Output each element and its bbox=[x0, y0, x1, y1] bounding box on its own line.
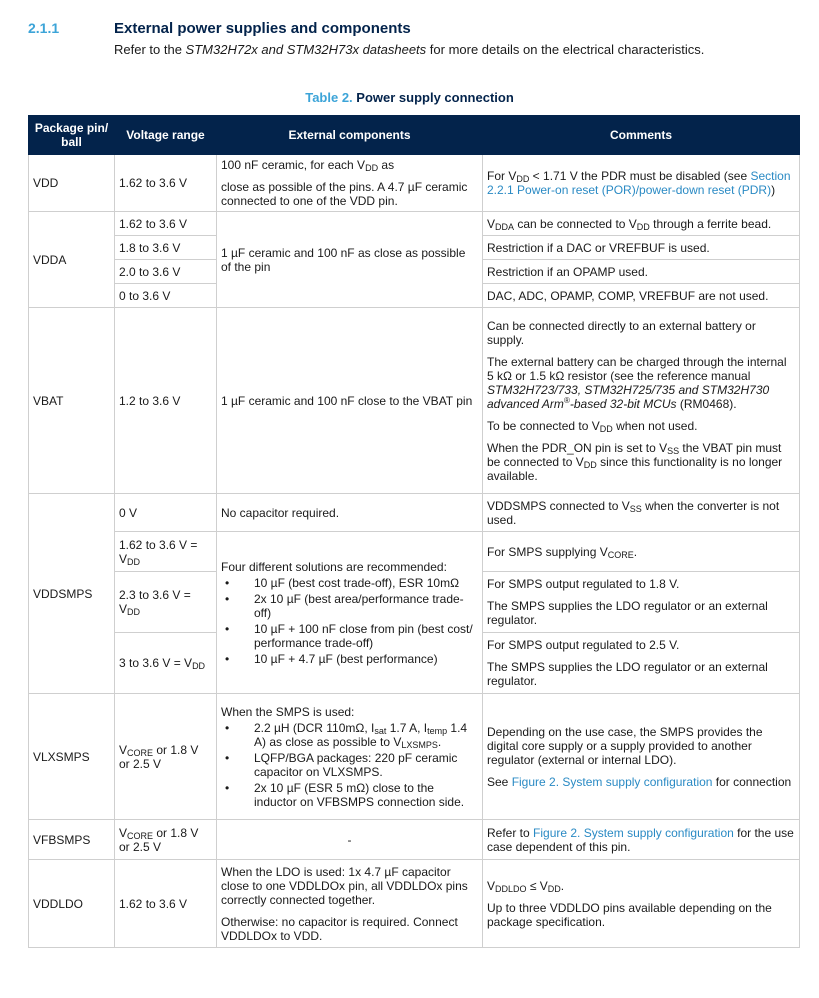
voltage-vdda-1: 1.62 to 3.6 V bbox=[115, 212, 217, 236]
comments-vfbsmps: Refer to Figure 2. System supply configuration for the use case dependent of this pin. bbox=[483, 820, 800, 860]
voltage-vddsmps-4: 3 to 3.6 $V = V_{DD}$ bbox=[115, 633, 217, 694]
comments-vbat: Can be connected directly to an external battery or supply. The external battery can be charged through the internal 5 kΩ or 1.5 kΩ resistor (see the reference manual STM32H723/733, STM32H725/735 and STM32H730 advanced Arm®-based 32-bit MCUs (RM0468). To be connected to $V_{DD}$ when not used. When the PDR_ON pin is set to $V_{SS}$ the VBAT pin must be connected to $V_{DD}$ since this functionality is no longer available. bbox=[483, 308, 800, 494]
components-vddldo: When the LDO is used: 1x 4.7 µF capacitor close to one VDDLDOx pin, all VDDLDOx pins correctly connected together. Otherwise: no capacitor is required. Connect VDDLDOx to VDD. bbox=[217, 860, 483, 948]
link-figure-2[interactable]: Figure 2. System supply configuration bbox=[511, 774, 713, 789]
table-row-vfbsmps bbox=[29, 820, 800, 860]
components-vdda: 1 µF ceramic and 100 nF as close as possible of the pin bbox=[217, 212, 483, 308]
comments-vddsmps-4: For SMPS output regulated to 2.5 V. The SMPS supplies the LDO regulator or an external regulator. bbox=[483, 633, 800, 694]
list-item: • LQFP/BGA packages: 220 pF ceramic capacitor on VLXSMPS. bbox=[225, 750, 458, 779]
components-vdd: 100 nF ceramic, for each $V_{DD}$ as close as possible of the pins. A 4.7 µF ceramic connected to one of the VDD pin. bbox=[217, 155, 483, 212]
voltage-vdda-3: 2.0 to 3.6 V bbox=[115, 260, 217, 284]
table-title: Power supply connection bbox=[356, 90, 514, 105]
voltage-vdda-2: 1.8 to 3.6 V bbox=[115, 236, 217, 260]
list-item: • 10 µF + 4.7 µF (best performance) bbox=[225, 651, 438, 666]
components-vfbsmps: - bbox=[217, 820, 483, 860]
power-supply-table bbox=[28, 115, 800, 948]
table-row-vdda bbox=[29, 212, 800, 236]
pin-vdda: VDDA bbox=[29, 212, 115, 308]
comments-vdda-2: Restriction if a DAC or VREFBUF is used. bbox=[483, 236, 800, 260]
table-row-vbat bbox=[29, 308, 800, 494]
comments-vdd: For $V_{DD} < 1.71$ V the PDR must be disabled (see Section 2.2.1 Power-on reset (POR)/power-down reset (PDR)) bbox=[483, 155, 800, 212]
list-item: • 2.2 µH (DCR 110mΩ, $I_{sat}$ 1.7 A, $I_{temp}$ 1.4 A) as close as possible to $V_{LXSMPS}$. bbox=[225, 720, 468, 750]
voltage-vfbsmps: $V_{CORE}$ or 1.8 V or 2.5 V bbox=[115, 820, 217, 860]
voltage-vbat: 1.2 to 3.6 V bbox=[115, 308, 217, 494]
voltage-vddsmps-2: 1.62 to 3.6 V = $V_{DD}$ bbox=[115, 532, 217, 572]
voltage-vddsmps-3: 2.3 to 3.6 V = $V_{DD}$ bbox=[115, 572, 217, 633]
voltage-vddldo: 1.62 to 3.6 V bbox=[115, 860, 217, 948]
list-item: • 10 µF + 100 nF close from pin (best cost/ performance trade-off) bbox=[225, 621, 473, 650]
table-row-vddsmps bbox=[29, 532, 800, 572]
pin-vddsmps: VDDSMPS bbox=[29, 494, 115, 694]
section-number: 2.1.1 bbox=[28, 20, 60, 36]
components-vlxsmps: When the SMPS is used: • 2.2 µH (DCR 110mΩ, $I_{sat}$ 1.7 A, $I_{temp}$ 1.4 A) as close as possible to $V_{LXSMPS}$. • LQFP/BGA packages: 220 pF ceramic capacitor on VLXSMPS. • 2x 10 µF (ESR 5 mΩ) close to the inductor on VFBSMPS connection side. bbox=[217, 694, 483, 820]
comments-vlxsmps: Depending on the use case, the SMPS provides the digital core supply or a supply provided to another regulator (external or internal LDO). See Figure 2. System supply configuration for connection bbox=[483, 694, 800, 820]
link-section-2-2-1[interactable]: Section 2.2.1 Power-on reset (POR)/power-down reset (PDR) bbox=[487, 169, 791, 197]
table-header-row bbox=[29, 116, 800, 155]
list-item: • 10 µF (best cost trade-off), ESR 10mΩ bbox=[225, 575, 460, 590]
header-external-components: External components bbox=[217, 116, 483, 155]
list-item: • 2x 10 µF (ESR 5 mΩ) close to the inductor on VFBSMPS connection side. bbox=[225, 780, 465, 809]
pin-vlxsmps: VLXSMPS bbox=[29, 694, 115, 820]
voltage-vddsmps-1: 0 V bbox=[115, 494, 217, 532]
table-number: Table 2. bbox=[305, 90, 353, 105]
comments-vddsmps-2: For SMPS supplying $V_{CORE}$. bbox=[483, 532, 800, 572]
section-intro: Refer to the STM32H72x and STM32H73x datasheets for more details on the electrical characteristics. bbox=[114, 42, 705, 57]
header-package-pin: Package pin/ ball bbox=[29, 116, 115, 155]
components-vbat: 1 µF ceramic and 100 nF close to the VBAT pin bbox=[217, 308, 483, 494]
table-row-vlxsmps bbox=[29, 694, 800, 820]
header-voltage-range: Voltage range bbox=[115, 116, 217, 155]
comments-vdda-4: DAC, ADC, OPAMP, COMP, VREFBUF are not used. bbox=[483, 284, 800, 308]
table-row-vddsmps bbox=[29, 494, 800, 532]
vlxsmps-components-list bbox=[221, 721, 478, 809]
list-item: • 2x 10 µF (best area/performance trade-off) bbox=[225, 591, 464, 620]
header-comments: Comments bbox=[483, 116, 800, 155]
table-row-vdd bbox=[29, 155, 800, 212]
table-caption bbox=[0, 90, 819, 105]
datasheet-reference: STM32H72x and STM32H73x datasheets bbox=[185, 42, 427, 57]
comments-vdda-3: Restriction if an OPAMP used. bbox=[483, 260, 800, 284]
components-vddsmps-1: No capacitor required. bbox=[217, 494, 483, 532]
pin-vfbsmps: VFBSMPS bbox=[29, 820, 115, 860]
link-figure-2[interactable]: Figure 2. System supply configuration bbox=[533, 825, 734, 840]
section-title: External power supplies and components bbox=[114, 20, 411, 37]
components-vddsmps: Four different solutions are recommended: • 10 µF (best cost trade-off), ESR 10mΩ • 2x 10 µF (best area/performance trade-off) • 10 µF + 100 nF close from pin (best cost/ performance trade-off) • 10 µF + 4.7 µF (best performance) bbox=[217, 532, 483, 694]
voltage-vlxsmps: $V_{CORE}$ or 1.8 V or 2.5 V bbox=[115, 694, 217, 820]
table-row-vddldo bbox=[29, 860, 800, 948]
vddsmps-solutions-list bbox=[221, 576, 478, 666]
comments-vddldo: $V_{DDLDO} \le V_{DD}$. Up to three VDDLDO pins available depending on the package specification. bbox=[483, 860, 800, 948]
pin-vddldo: VDDLDO bbox=[29, 860, 115, 948]
comments-vdda-1: $V_{DDA}$ can be connected to $V_{DD}$ through a ferrite bead. bbox=[483, 212, 800, 236]
pin-vbat: VBAT bbox=[29, 308, 115, 494]
pin-vdd: VDD bbox=[29, 155, 115, 212]
voltage-vdd: 1.62 to 3.6 V bbox=[115, 155, 217, 212]
comments-vddsmps-3: For SMPS output regulated to 1.8 V. The SMPS supplies the LDO regulator or an external regulator. bbox=[483, 572, 800, 633]
comments-vddsmps-1: VDDSMPS connected to $V_{SS}$ when the converter is not used. bbox=[483, 494, 800, 532]
voltage-vdda-4: 0 to 3.6 V bbox=[115, 284, 217, 308]
